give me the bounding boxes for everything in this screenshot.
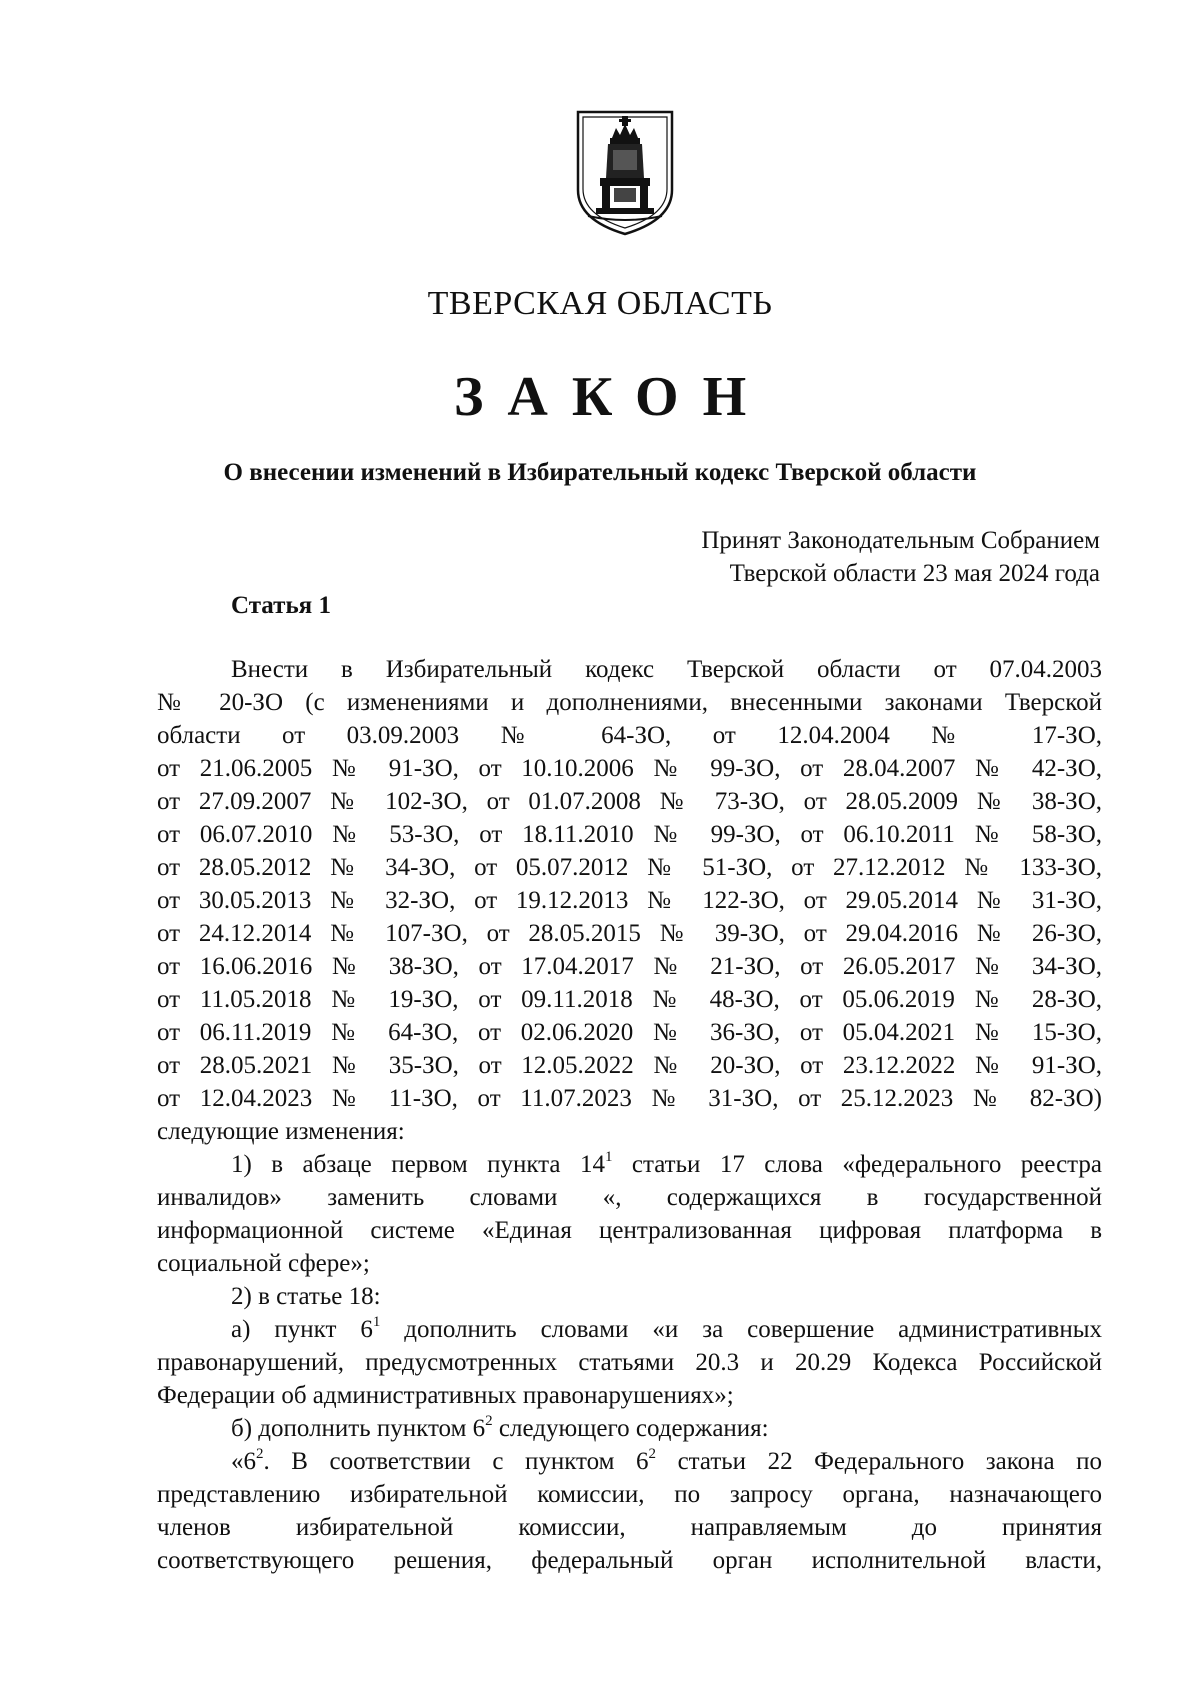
text-line: области от 03.09.2003 № 64-ЗО, от 12.04.2004 № 17-ЗО, bbox=[157, 722, 1102, 749]
text-fragment: «6 bbox=[231, 1448, 256, 1475]
text-line: членов избирательной комиссии, направляемым до принятия bbox=[157, 1514, 1102, 1541]
text-line: от 06.07.2010 № 53-ЗО, от 18.11.2010 № 99-ЗО, от 06.10.2011 № 58-ЗО, bbox=[157, 821, 1102, 848]
text-line: от 11.05.2018 № 19-ЗО, от 09.11.2018 № 48-ЗО, от 05.06.2019 № 28-ЗО, bbox=[157, 986, 1102, 1013]
text-fragment: 1) в абзаце первом пункта 14 bbox=[231, 1151, 605, 1178]
text-line: от 24.12.2014 № 107-ЗО, от 28.05.2015 № 39-ЗО, от 29.04.2016 № 26-ЗО, bbox=[157, 920, 1102, 947]
law-title: О внесении изменений в Избирательный кодекс Тверской области bbox=[223, 459, 977, 486]
text-line bbox=[157, 1148, 1102, 1181]
text-line: от 27.09.2007 № 102-ЗО, от 01.07.2008 № 73-ЗО, от 28.05.2009 № 38-ЗО, bbox=[157, 788, 1102, 815]
text-fragment: статьи 17 слова «федерального реестра bbox=[612, 1151, 1102, 1178]
text-line: от 28.05.2012 № 34-ЗО, от 05.07.2012 № 51-ЗО, от 27.12.2012 № 133-ЗО, bbox=[157, 854, 1102, 881]
quoted-paragraph bbox=[157, 1445, 1102, 1577]
text-fragment: б) дополнить пунктом 6 bbox=[231, 1415, 486, 1442]
text-line: от 21.06.2005 № 91-ЗО, от 10.10.2006 № 99-ЗО, от 28.04.2007 № 42-ЗО, bbox=[157, 755, 1102, 782]
superscript: 1 bbox=[372, 1313, 381, 1330]
text-line: инвалидов» заменить словами «, содержащихся в государственной bbox=[157, 1184, 1102, 1211]
text-line: № 20-ЗО (с изменениями и дополнениями, внесенными законами Тверской bbox=[157, 689, 1102, 716]
text-line: 2) в статье 18: bbox=[231, 1283, 381, 1310]
text-line bbox=[157, 1445, 1102, 1478]
text-line: Внести в Избирательный кодекс Тверской области от 07.04.2003 bbox=[231, 656, 1102, 683]
superscript: 2 bbox=[485, 1412, 493, 1429]
text-line: социальной сфере»; bbox=[157, 1250, 370, 1277]
text-line bbox=[157, 1412, 1102, 1445]
text-line: от 30.05.2013 № 32-ЗО, от 19.12.2013 № 122-ЗО, от 29.05.2014 № 31-ЗО, bbox=[157, 887, 1102, 914]
superscript: 2 bbox=[256, 1445, 264, 1462]
superscript: 1 bbox=[604, 1148, 613, 1165]
text-line: представлению избирательной комиссии, по запросу органа, назначающего bbox=[157, 1481, 1102, 1508]
text-line bbox=[157, 1313, 1102, 1346]
superscript: 2 bbox=[648, 1445, 657, 1462]
item-2b-paragraph bbox=[157, 1412, 1102, 1445]
text-fragment: . В соответствии с пунктом 6 bbox=[263, 1448, 649, 1475]
tver-coat-of-arms-icon bbox=[572, 108, 678, 238]
document-type: ЗАКОН bbox=[453, 366, 771, 428]
text-line: соответствующего решения, федеральный орган исполнительной власти, bbox=[157, 1547, 1102, 1574]
item-2a-paragraph bbox=[157, 1313, 1102, 1412]
text-line: следующие изменения: bbox=[157, 1118, 405, 1145]
item-1-paragraph bbox=[157, 1148, 1102, 1280]
text-fragment: следующего содержания: bbox=[492, 1415, 769, 1442]
text-fragment: а) пункт 6 bbox=[231, 1316, 373, 1343]
text-line: от 16.06.2016 № 38-ЗО, от 17.04.2017 № 21-ЗО, от 26.05.2017 № 34-ЗО, bbox=[157, 953, 1102, 980]
text-line: Федерации об административных правонарушениях»; bbox=[157, 1382, 734, 1409]
text-line: информационной системе «Единая централизованная цифровая платформа в bbox=[157, 1217, 1102, 1244]
adoption-note bbox=[540, 524, 1100, 590]
text-line: от 06.11.2019 № 64-ЗО, от 02.06.2020 № 36-ЗО, от 05.04.2021 № 15-ЗО, bbox=[157, 1019, 1102, 1046]
intro-paragraph bbox=[157, 653, 1102, 1148]
item-2-paragraph bbox=[157, 1280, 1102, 1313]
article-body bbox=[157, 653, 1102, 1577]
adoption-line: Тверской области 23 мая 2024 года bbox=[729, 560, 1100, 587]
text-fragment: дополнить словами «и за совершение административных bbox=[380, 1316, 1103, 1343]
coat-of-arms-emblem bbox=[572, 108, 678, 238]
text-line: от 28.05.2021 № 35-ЗО, от 12.05.2022 № 20-ЗО, от 23.12.2022 № 91-ЗО, bbox=[157, 1052, 1102, 1079]
text-fragment: статьи 22 Федерального закона по bbox=[656, 1448, 1102, 1475]
text-line: от 12.04.2023 № 11-ЗО, от 11.07.2023 № 31-ЗО, от 25.12.2023 № 82-ЗО) bbox=[157, 1085, 1102, 1112]
text-line: правонарушений, предусмотренных статьями 20.3 и 20.29 Кодекса Российской bbox=[157, 1349, 1102, 1376]
article-heading: Статья 1 bbox=[231, 592, 331, 619]
region-name: ТВЕРСКАЯ ОБЛАСТЬ bbox=[427, 285, 773, 322]
adoption-line: Принят Законодательным Собранием bbox=[701, 527, 1100, 554]
